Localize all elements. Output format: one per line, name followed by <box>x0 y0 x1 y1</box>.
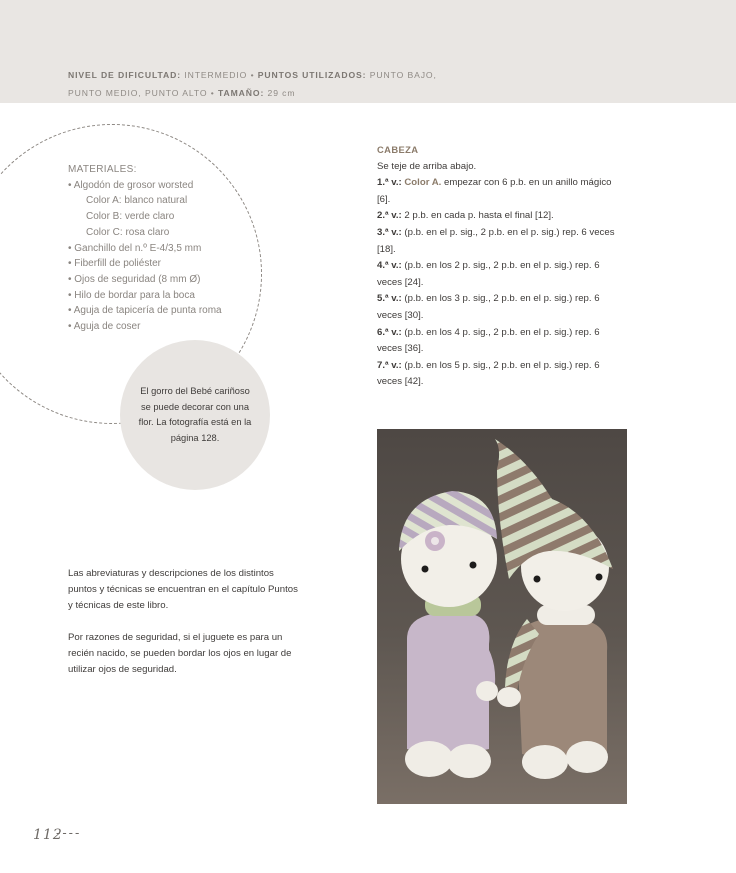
amigurumi-photo <box>377 429 627 804</box>
bullet: • <box>250 70 255 80</box>
round-instruction: 2.ª v.: 2 p.b. en cada p. hasta el final [12]. <box>377 210 554 222</box>
material-color: Color B: verde claro <box>86 211 175 223</box>
note-circle <box>120 340 270 490</box>
note-paragraph: Por razones de seguridad, si el juguete es para un recién nacido, se pueden bordar los ojos en lugar de utilizar ojos de seguridad. <box>68 632 292 675</box>
size-label: TAMAÑO: <box>217 88 265 98</box>
round-instruction: 5.ª v.: (p.b. en los 3 p. sig., 2 p.b. en el p. sig.) rep. 6 veces [30]. <box>377 293 600 321</box>
size-value: 29 cm <box>267 88 296 98</box>
note-text: El gorro del Bebé cariñoso se puede decorar con una flor. La fotografía está en la página 128. <box>138 386 252 443</box>
bullet: • <box>210 88 215 98</box>
material-item: • Fiberfill de poliéster <box>68 256 268 272</box>
round-instruction: 6.ª v.: (p.b. en los 4 p. sig., 2 p.b. en el p. sig.) rep. 6 veces [36]. <box>377 326 600 355</box>
dolls-photo-illustration <box>377 429 627 804</box>
material-item: • Ojos de seguridad (8 mm Ø) <box>68 272 268 288</box>
difficulty-label: NIVEL DE DIFICULTAD: <box>68 70 182 80</box>
materials-title: MATERIALES: <box>68 164 137 175</box>
round-instruction: 7.ª v.: (p.b. en los 5 p. sig., 2 p.b. en el p. sig.) rep. 6 veces [42]. <box>377 359 600 388</box>
material-color: Color A: blanco natural <box>86 195 188 207</box>
material-color: Color C: rosa claro <box>86 226 170 238</box>
note-paragraph: Las abreviaturas y descripciones de los distintos puntos y técnicas se encuentran en el capítulo Puntos y técnicas de este libro. <box>68 568 298 611</box>
header-info <box>68 66 448 102</box>
notes-block <box>68 566 298 694</box>
materials-list <box>68 162 268 335</box>
page-number: 112 <box>33 827 63 843</box>
section-intro: Se teje de arriba abajo. <box>377 160 477 172</box>
material-item: • Aguja de coser <box>68 319 268 335</box>
material-item: • Hilo de bordar para la boca <box>68 288 268 304</box>
page-dashes: ---- <box>56 825 82 840</box>
material-yarn: • Algodón de grosor worsted <box>68 178 268 194</box>
section-title: CABEZA <box>377 144 419 155</box>
stitches-value-2: PUNTO MEDIO, PUNTO ALTO <box>68 88 208 98</box>
material-item: • Ganchillo del n.º E-4/3,5 mm <box>68 241 268 257</box>
rounds-list <box>377 175 627 391</box>
difficulty-value: INTERMEDIO <box>184 70 248 80</box>
stitches-label: PUNTOS UTILIZADOS: <box>257 70 367 80</box>
material-item: • Aguja de tapicería de punta roma <box>68 303 268 319</box>
stitches-value-1: PUNTO BAJO, <box>369 70 437 80</box>
round-instruction: 4.ª v.: (p.b. en los 2 p. sig., 2 p.b. en el p. sig.) rep. 6 veces [24]. <box>377 260 600 288</box>
round-instruction: 3.ª v.: (p.b. en el p. sig., 2 p.b. en el p. sig.) rep. 6 veces [18]. <box>377 226 615 255</box>
round-instruction: 1.ª v.: Color A. empezar con 6 p.b. en un anillo mágico [6]. <box>377 177 612 205</box>
cabeza-section <box>377 142 627 391</box>
